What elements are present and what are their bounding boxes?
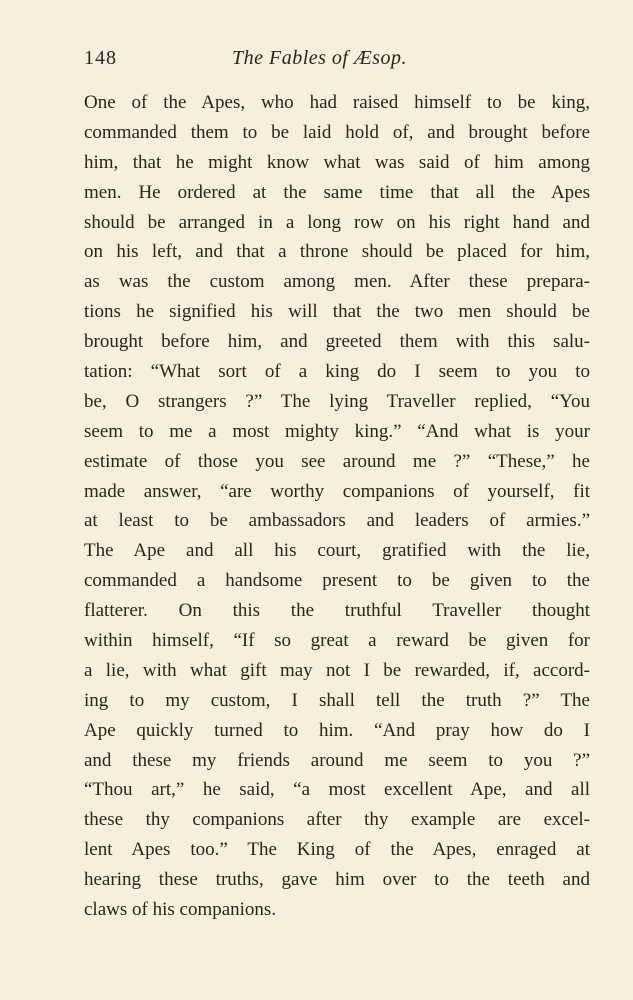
text-line: estimate of those you see around me ?” “These,” he xyxy=(84,450,590,472)
page-number: 148 xyxy=(84,47,117,69)
text-line: brought before him, and greeted them with this salu- xyxy=(84,331,590,353)
text-line: One of the Apes, who had raised himself to be king, xyxy=(84,92,590,113)
text-line: as was the custom among men. After these prepara- xyxy=(84,271,590,293)
running-title: The Fables of Æsop. xyxy=(232,47,408,69)
text-line: a lie, with what gift may not I be rewarded, if, accord- xyxy=(84,659,590,681)
text-line: ing to my custom, I shall tell the truth ?” The xyxy=(84,689,590,711)
text-line: tation: “What sort of a king do I seem to you to xyxy=(84,361,590,383)
text-line: and these my friends around me seem to you ?” xyxy=(84,749,590,771)
text-line: claws of his companions. xyxy=(84,899,277,921)
text-line: The Ape and all his court, gratified with the lie, xyxy=(84,540,590,562)
text-line: at least to be ambassadors and leaders of armies.” xyxy=(84,510,590,532)
text-line: these thy companions after thy example are excel- xyxy=(84,809,590,831)
text-line: Ape quickly turned to him. “And pray how do I xyxy=(84,719,590,741)
text-line: lent Apes too.” The King of the Apes, enraged at xyxy=(84,839,590,861)
text-line: should be arranged in a long row on his right hand and xyxy=(84,211,590,233)
text-line: him, that he might know what was said of him among xyxy=(84,151,590,173)
text-line: commanded them to be laid hold of, and brought before xyxy=(84,121,590,143)
text-line: be, O strangers ?” The lying Traveller replied, “You xyxy=(84,390,590,412)
text-line: men. He ordered at the same time that all the Apes xyxy=(84,181,590,203)
text-line: made answer, “are worthy companions of yourself, fit xyxy=(84,480,590,502)
text-line: seem to me a most mighty king.” “And what is your xyxy=(84,420,590,442)
text-line: hearing these truths, gave him over to the teeth and xyxy=(84,869,590,891)
text-line: “Thou art,” he said, “a most excellent Ape, and all xyxy=(84,779,590,801)
body-text xyxy=(84,88,590,925)
text-line: flatterer. On this the truthful Traveller thought xyxy=(84,600,590,622)
page-header xyxy=(84,47,590,77)
text-line: on his left, and that a throne should be placed for him, xyxy=(84,241,590,263)
text-line: within himself, “If so great a reward be given for xyxy=(84,630,590,652)
text-line: commanded a handsome present to be given to the xyxy=(84,570,590,592)
text-line: tions he signified his will that the two men should be xyxy=(84,301,590,323)
